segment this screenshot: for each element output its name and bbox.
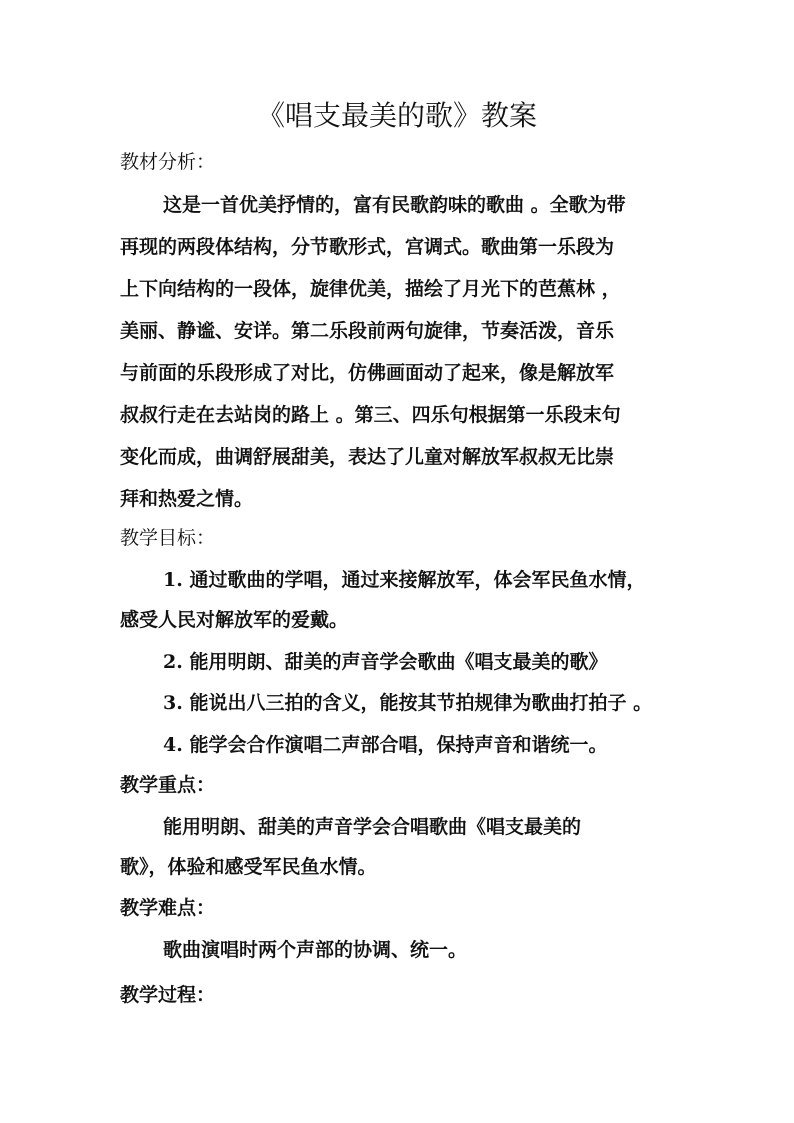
difficulties-heading: 教学难点：: [120, 897, 216, 919]
goal-item: 2. 能用明朗、甜美的声音学会歌曲《唱支最美的歌》: [163, 651, 608, 673]
goal-item-continuation: 感受人民对解放军的爱戴。: [120, 609, 349, 631]
analysis-line: 叔叔行走在去站岗的路上 。第三、四乐句根据第一乐段末句: [120, 404, 621, 426]
key-points-line: 能用明朗、甜美的声音学会合唱歌曲《唱支最美的: [163, 816, 582, 838]
analysis-line: 这是一首优美抒情的，富有民歌韵味的歌曲 。全歌为带: [163, 194, 626, 216]
analysis-line: 美丽、静谧、安详。第二乐段前两句旋律，节奏活泼，音乐: [120, 320, 615, 342]
analysis-line: 拜和热爱之情。: [120, 488, 254, 510]
analysis-line: 变化而成，曲调舒展甜美，表达了儿童对解放军叔叔无比崇: [120, 446, 615, 468]
goal-item: 4. 能学会合作演唱二声部合唱，保持声音和谐统一。: [163, 734, 608, 756]
goal-item: 1. 通过歌曲的学唱，通过来接解放军，体会军民鱼水情，: [163, 569, 646, 591]
analysis-line: 上下向结构的一段体，旋律优美，描绘了月光下的芭蕉林 ，: [120, 278, 621, 300]
key-points-heading: 教学重点：: [120, 774, 216, 796]
goals-heading: 教学目标：: [120, 527, 216, 549]
key-points-line: 歌》，体验和感受军民鱼水情。: [120, 856, 377, 878]
difficulties-line: 歌曲演唱时两个声部的协调、统一。: [163, 939, 468, 961]
goal-item: 3. 能说出八三拍的含义，能按其节拍规律为歌曲打拍子 。: [163, 692, 653, 714]
analysis-heading: 教材分析：: [120, 151, 216, 173]
document-title: 《唱支最美的歌》教案: [256, 99, 537, 132]
analysis-line: 与前面的乐段形成了对比，仿佛画面动了起来，像是解放军: [120, 362, 615, 384]
process-heading: 教学过程：: [120, 984, 216, 1006]
analysis-line: 再现的两段体结构，分节歌形式，宫调式。歌曲第一乐段为: [120, 236, 615, 258]
